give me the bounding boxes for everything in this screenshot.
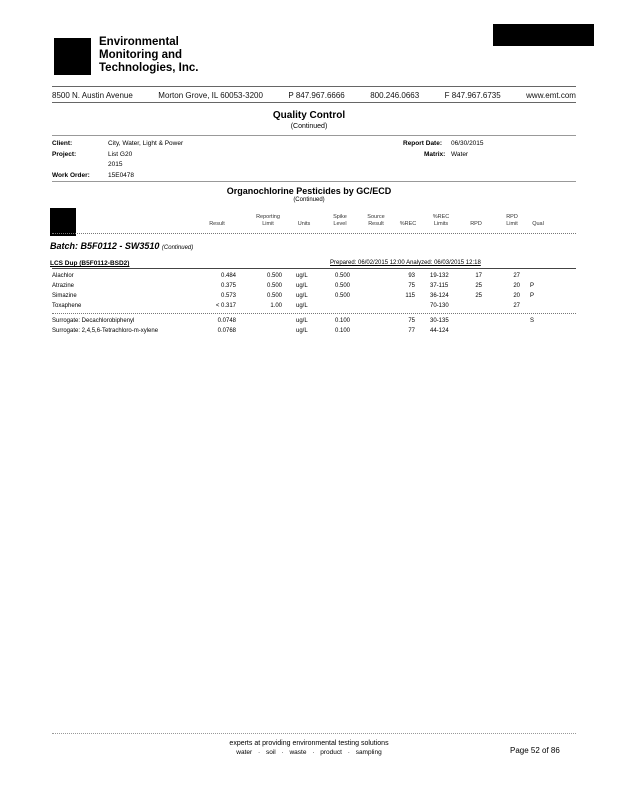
cell-limits: 19-132 (430, 273, 449, 279)
table-row (0, 318, 618, 326)
redaction-block-column (50, 208, 76, 236)
cell-rpdlim: 27 (513, 273, 520, 279)
cell-rl: 0.500 (266, 273, 282, 279)
street-address: 8500 N. Austin Avenue (52, 91, 133, 100)
info-divider-bottom (52, 181, 576, 182)
table-row (0, 273, 618, 281)
cell-name: Simazine (52, 293, 77, 299)
matrix-label: Matrix: (424, 151, 446, 158)
client-label: Client: (52, 140, 73, 147)
cell-rpdlim: 27 (513, 303, 520, 309)
cell-rpd: 17 (475, 273, 482, 279)
cell-name: Surrogate: 2,4,5,6-Tetrachloro-m-xylene (52, 328, 159, 334)
company-line-1: Environmental (99, 36, 179, 48)
info-divider-top (52, 135, 576, 136)
col-rec: %REC (399, 221, 417, 227)
cell-result: 0.0748 (217, 318, 236, 324)
header-rule (52, 233, 576, 234)
cell-rec: 75 (408, 318, 415, 324)
fax-number: F 847.967.6735 (444, 91, 501, 100)
cell-result: 0.0768 (217, 328, 236, 334)
cell-qual: S (530, 318, 535, 324)
address-divider (52, 102, 576, 103)
matrix-value: Water (451, 151, 469, 158)
cell-rec: 77 (408, 328, 415, 334)
redaction-block (493, 24, 594, 46)
col-result: Result (209, 221, 225, 227)
project-value: List G20 (108, 151, 133, 158)
header-divider (52, 86, 576, 87)
cell-rpd: 25 (475, 283, 482, 289)
client-value: City, Water, Light & Power (108, 140, 184, 147)
cell-rec: 93 (408, 273, 415, 279)
cell-name: Surrogate: Decachlorobiphenyl (52, 318, 135, 324)
cell-limits: 30-135 (430, 318, 449, 324)
section-title: Organochlorine Pesticides by GC/ECD (226, 186, 392, 196)
cell-units: ug/L (296, 328, 308, 334)
cell-units: ug/L (296, 303, 308, 309)
cell-rl: 1.00 (270, 303, 282, 309)
col-rpd: RPD (470, 221, 482, 227)
cell-name: Atrazine (52, 283, 75, 289)
col-reporting-limit: Reporting Limit (256, 214, 280, 227)
table-row (0, 303, 618, 311)
col-rec-limits: %REC Limits (432, 214, 450, 227)
cell-qual: P (530, 293, 535, 299)
lcs-rule (52, 268, 576, 269)
col-units: Units (297, 221, 311, 227)
phone-number: P 847.967.6666 (288, 91, 345, 100)
col-spike-level: Spike Level (333, 214, 347, 227)
table-row (0, 293, 618, 301)
cell-spike: 0.500 (334, 293, 350, 299)
work-order-label: Work Order: (52, 172, 90, 179)
report-date-label: Report Date: (403, 140, 443, 147)
project-label: Project: (52, 151, 77, 158)
cell-spike: 0.100 (334, 328, 350, 334)
prepared-analyzed: Prepared: 06/02/2015 12:00 Analyzed: 06/03/2015 12:18 (330, 260, 481, 266)
company-logo (54, 38, 91, 75)
company-line-2: Monitoring and (99, 49, 183, 61)
section-subtitle: (Continued) (293, 197, 325, 203)
table-row (0, 283, 618, 291)
page-number: Page 52 of 86 (510, 746, 560, 755)
company-name (99, 36, 198, 75)
cell-rl: 0.500 (266, 293, 282, 299)
tollfree-number: 800.246.0663 (370, 91, 420, 100)
cell-spike: 0.500 (334, 273, 350, 279)
report-title: Quality Control (272, 110, 346, 121)
cell-rpd: 25 (475, 293, 482, 299)
cell-limits: 36-124 (430, 293, 449, 299)
cell-limits: 70-130 (430, 303, 449, 309)
address-bar (52, 91, 576, 100)
col-qual: Qual (532, 221, 544, 227)
batch-heading: Batch: B5F0112 - SW3510 (Continued) (50, 241, 194, 251)
cell-result: < 0.317 (215, 303, 236, 309)
cell-rec: 115 (405, 293, 415, 299)
cell-result: 0.375 (220, 283, 236, 289)
cell-rl: 0.500 (266, 283, 282, 289)
cell-limits: 44-124 (430, 328, 449, 334)
website-link[interactable]: www.emt.com (526, 91, 576, 100)
report-subtitle: (Continued) (290, 123, 328, 130)
cell-rec: 75 (408, 283, 415, 289)
work-order-value: 15E0478 (108, 172, 135, 179)
cell-name: Alachlor (52, 273, 74, 279)
footer-tagline: experts at providing environmental testing solutions (229, 740, 389, 747)
cell-units: ug/L (296, 273, 308, 279)
cell-result: 0.573 (220, 293, 236, 299)
surrogate-rule (52, 313, 576, 314)
cell-qual: P (530, 283, 535, 289)
project-year: 2015 (108, 161, 123, 168)
company-line-3: Technologies, Inc. (99, 62, 199, 74)
cell-name: Toxaphene (52, 303, 82, 309)
cell-units: ug/L (296, 318, 308, 324)
table-row (0, 328, 618, 336)
lcs-dup-label: LCS Dup (B5F0112-BSD2) (50, 260, 130, 267)
footer-services: water · soil · waste · product · sampling (236, 749, 382, 756)
cell-rpdlim: 20 (513, 293, 520, 299)
footer-divider (52, 733, 576, 734)
report-date-value: 06/30/2015 (451, 140, 484, 147)
cell-spike: 0.100 (334, 318, 350, 324)
cell-units: ug/L (296, 293, 308, 299)
col-rpd-limit: RPD Limit (506, 214, 518, 227)
city-address: Morton Grove, IL 60053-3200 (158, 91, 263, 100)
cell-result: 0.484 (220, 273, 236, 279)
col-source-result: Source Result (367, 214, 385, 227)
cell-rpdlim: 20 (513, 283, 520, 289)
cell-units: ug/L (296, 283, 308, 289)
cell-limits: 37-115 (430, 283, 449, 289)
cell-spike: 0.500 (334, 283, 350, 289)
